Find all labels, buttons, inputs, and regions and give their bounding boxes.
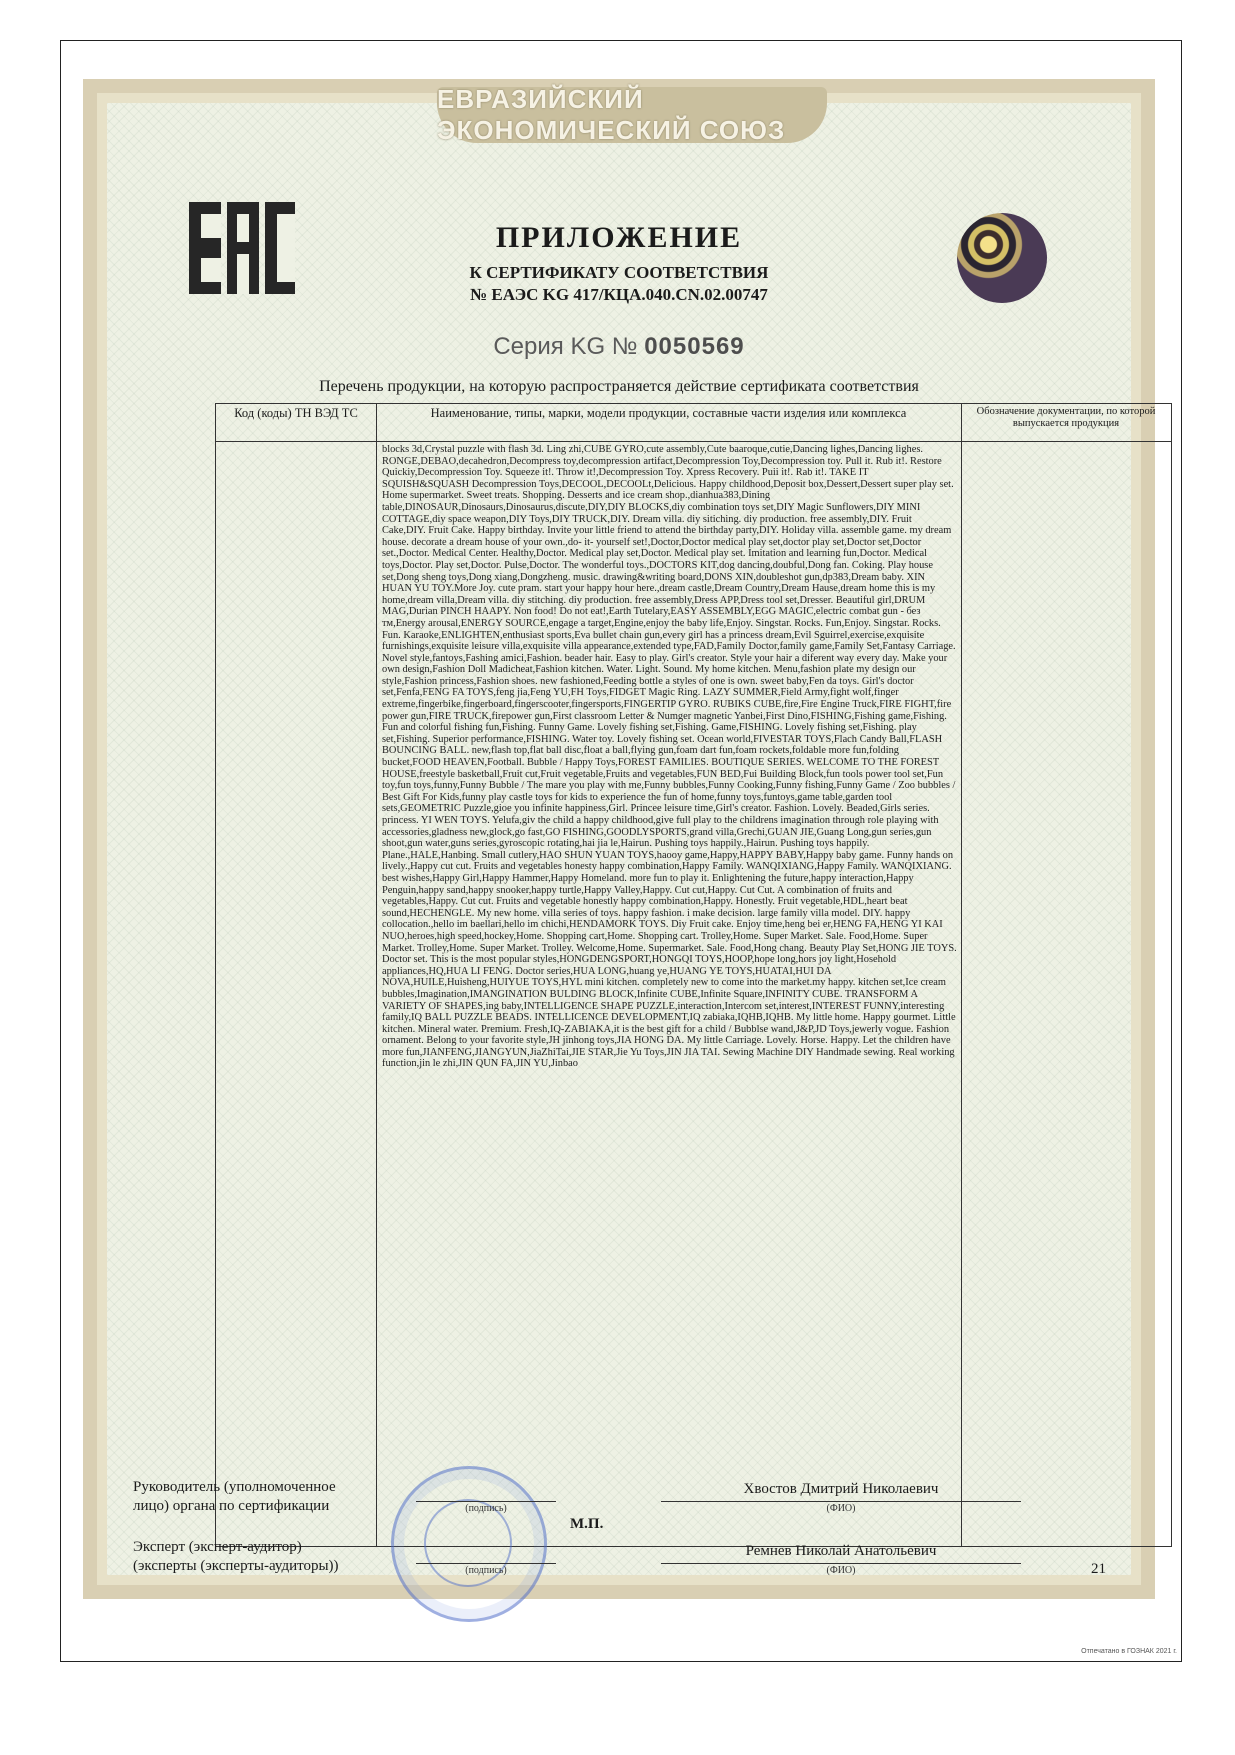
- document-heading: ПРИЛОЖЕНИЕ: [495, 221, 743, 254]
- products-list-text: blocks 3d,Crystal puzzle with flash 3d. Ling zhi,CUBE GYRO,cute assembly,Cute baaroque,cutie,Dancing lighes,Dancing lighes. RONGE,DEBAO,decahedron,Decompress toy,decompression artifact,Decompression Toy,Decompression toy. Pull it. Rub it!. Restore Quickiy,Decompression Toy. Squeeze it!. Throw it!,Decompression Toy. Xpress Recovery. Puii it!. Rab it!. TAKE IT SQUISH&SQUASH Decompression Toys,DECOOL,DECOOLt,Delicious. Happy childhood,Deposit box,Dessert,Dessert super play set. Home supermarket. Sweet treats. Shopping. Desserts and ice cream shop.,dianhua383,Dining table,DINOSAUR,Dinosaurs,Dinosaurus,discute,DIY,DIY BLOCKS,diy combination toys set,DIY Magic Sunflowers,DIY MINI COTTAGE,diy space weapon,DIY Toys,DIY TRUCK,DIY. Dream villa. diy sitiching. diy production. free assembly,DIY. Fruit Cake,DIY. Fruit Cake. Happy birthday. Invite your little friend to attend the birthday party,DIY. Holiday villa. assemble game. my dream house. decorate a dream house of your own.,do- it- yourself set!,Doctor,Doctor medical play set,doctor play set,Doctor set,Doctor set.,Doctor. Medical Center. Healthy,Doctor. Medical play set,Doctor. Medical play set. Imitation and learning fun,Doctor. Medical toys,Doctor. Play set,Doctor. Pulse,Doctor. The wonderful toys.,DOCTORS KIT,dog dancing,doubful,Dong fan. Coking. Play house set,Dong sheng toys,Dong xiang,Dongzheng. music. drawing&writing board,DONS XIN,doubleshot gun,dp383,Dream baby. XIN HUAN YU TOY.More Joy. cute pram. start your happy hour here.,dream castle,Dream Country,Dream Hause,dream home this is my home,dream villa,Dream villa. diy stitching. diy production. free assembly,Dress APP,Dress tool set,Dresser. Beautiful girl,DRUM MAG,Durian PINCH HAAPY. Non food! Do not eat!,Earth Tutelary,EASY ASSEMBLY,EGG MAGIC,electric combat gun - без тм,Energy arousal,ENERGY SOURCE,engage a target,Engine,enjoy the baby life,Enjoy. Singstar. Rocks. Fun,Enjoy. Singstar. Rocks. Fun. Karaoke,ENLIGHTEN,enthusiast sports,Eva bullet chain gun,every girl has a princess dream,Evil Sguirrel,exercise,exquisite furnishings,exquisite leisure villa,exquisite villa appearance,extended type,FAD,Family Doctor,family game,Family Set,Fantasy Carriage. Novel style,fantoys,Fashing amici,Fashion. beader hair. Easy to play. Girl's creator. Style your hair a diferent way every day. Make your own design,Fashion Doll Madicheat,Fashion kitchen. Water. Light. Sound. My home kitchen. Menu,fashion plate my design our style,Fashion princess,Fashion shoes. new fashioned,Feeding bottle a styles of one is own. sweet baby,Fen da toys. Girl's doctor set,Fenfa,FENG FA TOYS,feng jia,Feng YU,FH Toys,FIDGET Magic Ring. LAZY SUMMER,Field Army,fight wolf,finger extreme,fingerbike,fingerboard,fingerscooter,fingersports,FINGERTIP GYRO. RUBIKS CUBE,fire,Fire Engine Truck,FIRE FIGHT,fire power gun,FIRE TRUCK,firepower gun,First classroom Letter & Numger magnetic Yanbei,First Dino,FISHING,Fishing game,Fishing. Fun and colorful fishing fun,Fishing. Funny Game. Lovely fishing set,Fishing. Game,FISHING. Lovely fishing set,Fishing. play set,Fishing. Superior performance,FISHING. Water toy. Lovely fishing set. Ocean world,FIVESTAR TOYS,Flach Candy Ball,FLASH BOUNCING BALL. new,flash top,flat ball disc,float a ball,flying gun,foam dart fun,foam rockets,foldable more fun,folding bucket,FOOD HEAVEN,Football. Bubble / Happy Toys,FOREST FAMILIES. BOUTIQUE SERIES. WELCOME TO THE FOREST HOUSE,freestyle basketball,Fruit cut,Fruit vegetable,Fruits and vegetables,FUN BED,Fui Building Block,fun tools power tool set,Fun toy,fun toys,funny,Funny Bubble / The mare you play with me,Funny bubbles,Funny Cooking,Funny fishing,Funny Game / Zoo bubbles / Best Gift For Kids,funny play castle toys for kids to experience the fun of home,funny toys,funtoys,game table,garden tool sets,GEOMETRIC Puzzle,gioe you infinite happiness,Girl. Princee leisure time,Girl's creator. Fashion. Lovely. Beaded,Girls series. princess. YI WEN TOYS. Yelufa,giv the child a happy childhood,give full play to the childrens imagination through role playing with accessories,gladness new,glock,go fast,GO FISHING,GOODLYSPORTS,grand villa,Grechi,GUAN JIE,Guang Long,gun series,gun shoot,gun water,guns series,gyroscopic rotating,hai jia le,Hairun. Pushing toys happily.,Hairun. Pushing toys happily. Plane.,HALE,Hanbing. Small cutlery,HAO SHUN YUAN TOYS,haooy game,Happy,HAPPY BABY,Happy baby game. Funny hands on lively.,Happy cut cut. Fruits and vegetables honesty happy combination,Happy Family. WANQIXIANG,Happy Family. WANQIXIANG. best wishes,Happy Girl,Happy Hammer,Happy Homeland. more fun to play it. Enlightening the future,happy interaction,Happy Penguin,happy sand,happy snooker,happy turtle,Happy Valley,Happy. Cut cut,Happy. Cut Cut. A combination of fruits and vegetables,Happy. Cut cut. Fruits and vegetable honestly happy combination,Happy. Honestly. Fruit vegetable,HDL,heart beat sound,HECHENGLE. My new home. villa series of toys. happy fashion. i make decision. large family villa model. DIY. happy collocation.,hello im baellari,hello im chichi,HENDAMORK TOYS. Diy Fruit cake. Enjoy time,heng bei er,HENG FA,HENG YI KAI NUO,heroes,high speed,hockey,Home. Shopping cart,Home. Shopping cart. Trolley,Home. Super Market. Sale. Food,Home. Super Market. Trolley,Home. Super Market. Trolley. Welcome,Home. Supermarket. Sale. Food,Hong chang. Beauty Play Set,HONG JIE TOYS. Doctor set. This is the most popular styles,HONGDENGSPORT,HONGQI TOYS,HOOP,hope long,hors joy light,Hosehold appliances,HQ,HUA LI FENG. Doctor series,HUA LONG,huang ye,HUANG YE TOYS,HUATAI,HUI DA NOVA,HUILE,Huisheng,HUIYUE TOYS,HYL mini kitchen. completely new to come into the market.my happy. kitchen set,Ice cream bubbles,Imagination,IMANGINATION BULDING BLOCK,Infinite CUBE,Infinite Square,INFINITY CUBE. TRANSFORM A VARIETY OF SHAPES,ing baby,INTELLIGENCE SHAPE PUZZLE,interaction,Intercom set,interest,INTEREST FUNNY,interesting family,IQ BALL PUZZLE BEADS. INTELLICENCE DEVELOPMENT,IQ zabiaka,IQHB,IQHB. My little home. Happy gourmet. Little kitchen. Mineral water. Premium. Fresh,IQ-ZABIAKA,it is the best gift for a child / Bubblse wand,J&P,JD Toys,jewerly vogue. Fashion ornament. Belong to your favorite style,JH jinhong toys,JIA HONG DA. My little Carriage. Lovely. Horse. Happy. Let the children have more fun,JIANFENG,JIANGYUN,JiaZhiTai,JIE STAR,Jie Yu Toys,JIN JIA TAI. Sewing Machine DIY Handmade sewing. Real working function,jin le zhi,JIN QUN FA,JIN YU,Jinbao: [382, 444, 957, 1070]
- expert-fio-caption: (ФИО): [826, 1565, 856, 1576]
- expert-sign-caption: (подпись): [465, 1565, 507, 1576]
- union-banner: ЕВРАЗИЙСКИЙ ЭКОНОМИЧЕСКИЙ СОЮЗ: [437, 87, 827, 143]
- head-name: Хвостов Дмитрий Николаевич: [743, 1481, 939, 1497]
- series-label: Серия KG №: [493, 333, 638, 360]
- head-fio-caption: (ФИО): [826, 1503, 856, 1514]
- certificate-number: № ЕАЭС KG 417/КЦА.040.CN.02.00747: [470, 285, 768, 304]
- list-title: Перечень продукции, на которую распространяется действие сертификата соответствия: [319, 378, 919, 395]
- series-number: 0050569: [644, 333, 745, 360]
- page-number: 21: [1091, 1561, 1106, 1577]
- expert-signature-label: Эксперт (эксперт-аудитор) (эксперты (эксперты-аудиторы)): [133, 1539, 339, 1574]
- head-sign-caption: (подпись): [465, 1503, 507, 1514]
- official-stamp: [391, 1466, 547, 1622]
- certificate-frame: [83, 79, 1155, 1599]
- document-sheet: [60, 40, 1182, 1662]
- col-code-header: Код (коды) ТН ВЭД ТС: [234, 406, 358, 420]
- expert-signature-line: [416, 1563, 556, 1564]
- expert-name: Ремнев Николай Анатольевич: [745, 1543, 937, 1559]
- certificate-paper: [107, 84, 1156, 1575]
- series-line: [107, 333, 1131, 361]
- stamp-place-label: М.П.: [570, 1516, 604, 1532]
- table-header: [216, 404, 1171, 442]
- head-signature-label: Руководитель (уполномоченное лицо) органа по сертификации: [133, 1479, 336, 1514]
- print-footnote: Отпечатано в ГОЗНАК 2021 г.: [1081, 1648, 1177, 1655]
- head-signature-line: [416, 1501, 556, 1502]
- products-table: [215, 403, 1172, 1547]
- document-subheading: К СЕРТИФИКАТУ СООТВЕТСТВИЯ: [469, 263, 769, 282]
- col-name-header: Наименование, типы, марки, модели продукции, составные части изделия или комплекса: [430, 406, 907, 420]
- col-docs-header: Обозначение документации, по которой выпускается продукция: [976, 406, 1156, 429]
